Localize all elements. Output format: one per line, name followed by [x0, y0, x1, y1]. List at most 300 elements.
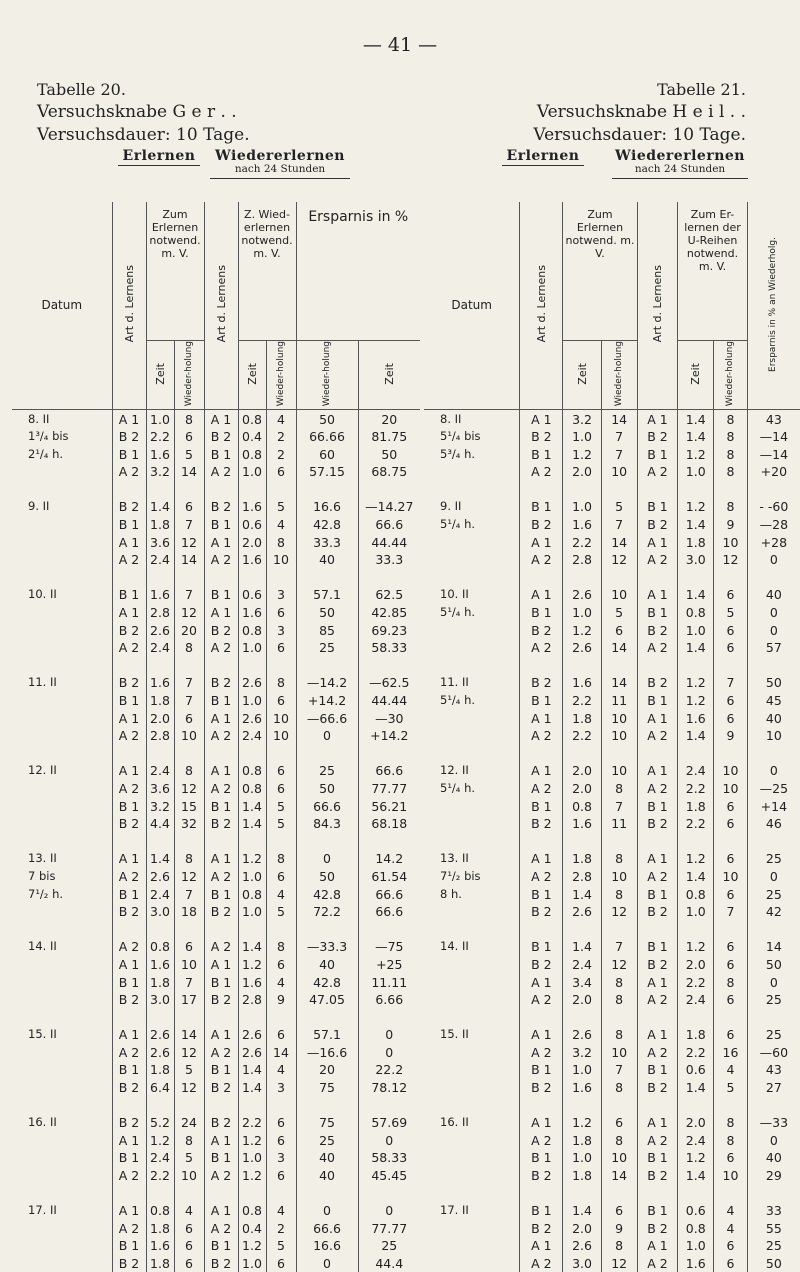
table-cell: 8 [714, 498, 748, 516]
table-cell: 6 [174, 428, 204, 446]
table-cell: 3.0 [678, 551, 714, 569]
table-cell: 1.6 [146, 586, 174, 604]
table-cell: 27 [747, 1079, 800, 1097]
table-cell: 1.0 [563, 1149, 601, 1167]
table-cell: 8 [601, 1132, 637, 1150]
table-cell: 2 [266, 1220, 296, 1238]
table-cell: A 2 [112, 551, 146, 569]
table-row [12, 551, 420, 569]
table-cell: B 2 [637, 1167, 678, 1185]
table-cell: B 1 [112, 973, 146, 991]
table-cell: B 2 [637, 956, 678, 974]
table-cell: B 2 [520, 1079, 563, 1097]
table-cell: A 2 [204, 1220, 238, 1238]
date-cell [424, 1079, 520, 1097]
table-cell: +28 [747, 533, 800, 551]
table-cell: +14.2 [296, 692, 358, 710]
table-cell: A 1 [112, 410, 146, 428]
table-cell: 10 [601, 1149, 637, 1167]
table-cell: 42.85 [358, 604, 420, 622]
table-cell: 50 [747, 674, 800, 692]
date-cell [424, 991, 520, 1009]
group-spacer [12, 481, 420, 499]
date-cell [424, 1132, 520, 1150]
table-cell: B 2 [112, 1255, 146, 1272]
date-cell [12, 973, 112, 991]
left-col-savings: Ersparnis in % [296, 202, 420, 341]
table-cell: 25 [296, 639, 358, 657]
table-cell: 6 [714, 991, 748, 1009]
table-cell: 2.0 [563, 991, 601, 1009]
table-row [424, 815, 800, 833]
table-cell: A 2 [520, 463, 563, 481]
table-cell: 40 [296, 1167, 358, 1185]
table-cell: 1.0 [563, 604, 601, 622]
table-row [424, 445, 800, 463]
table-cell: 6 [601, 1202, 637, 1220]
date-cell [12, 516, 112, 534]
table-cell: 4 [266, 973, 296, 991]
table-cell: 6 [174, 1255, 204, 1272]
left-sub-wieder: Wieder-holung [174, 341, 204, 410]
table-cell: 0 [358, 1026, 420, 1044]
table-cell: 40 [296, 1149, 358, 1167]
table-cell: 0.6 [678, 1202, 714, 1220]
table-cell: B 2 [112, 674, 146, 692]
table-cell: 1.4 [238, 1079, 266, 1097]
table-cell: 1.2 [678, 498, 714, 516]
table-cell: 12 [174, 1079, 204, 1097]
table-row [424, 639, 800, 657]
left-caption [37, 78, 250, 147]
date-cell [12, 1149, 112, 1167]
date-cell [424, 1044, 520, 1062]
table-cell: B 2 [637, 428, 678, 446]
table-cell: B 2 [520, 621, 563, 639]
group-spacer [12, 657, 420, 675]
table-cell: 50 [747, 956, 800, 974]
table-cell: 1.0 [238, 868, 266, 886]
date-cell [12, 692, 112, 710]
table-row [424, 991, 800, 1009]
table-cell: 7 [601, 1061, 637, 1079]
table-cell: 50 [296, 868, 358, 886]
table-cell: 2.0 [563, 780, 601, 798]
table-row [12, 586, 420, 604]
table-cell: 8 [601, 850, 637, 868]
table-cell: 1.2 [563, 621, 601, 639]
table-cell: B 2 [520, 428, 563, 446]
table-cell: 2.6 [146, 621, 174, 639]
table-cell: 10 [714, 762, 748, 780]
table-cell: 1.2 [563, 1114, 601, 1132]
date-cell [424, 1167, 520, 1185]
table-cell: 1.4 [678, 586, 714, 604]
table-cell: 66.66 [296, 428, 358, 446]
date-cell [12, 551, 112, 569]
table-cell: 1.4 [563, 938, 601, 956]
table-cell: 6 [714, 850, 748, 868]
table-cell: 5 [714, 1079, 748, 1097]
table-cell: 32 [174, 815, 204, 833]
table-cell: 2.6 [563, 639, 601, 657]
date-cell: 9. II [28, 499, 50, 514]
table-cell: 6 [266, 1114, 296, 1132]
table-cell: 1.6 [238, 551, 266, 569]
table-cell: 1.0 [563, 428, 601, 446]
table-cell: 2.2 [563, 692, 601, 710]
table-cell: B 1 [204, 1061, 238, 1079]
table-cell: 25 [747, 1026, 800, 1044]
table-cell: 33 [747, 1202, 800, 1220]
table-cell: 0 [747, 868, 800, 886]
table-cell: 8 [174, 850, 204, 868]
table-cell: 50 [747, 1255, 800, 1272]
table-cell: 1.6 [678, 709, 714, 727]
table-cell: 6 [601, 1114, 637, 1132]
table-cell: 6 [266, 762, 296, 780]
table-row [424, 956, 800, 974]
date-cell: 15. II [440, 1027, 469, 1042]
table-cell: 77.77 [358, 780, 420, 798]
table-cell: A 1 [204, 850, 238, 868]
table-cell: 6 [174, 938, 204, 956]
table-cell: 2.8 [563, 868, 601, 886]
date-cell [12, 1167, 112, 1185]
date-cell: 11. II [440, 675, 469, 690]
table-cell: 44.4 [358, 1255, 420, 1272]
table-cell: 29 [747, 1167, 800, 1185]
table-row [424, 428, 800, 446]
table-cell: 0 [747, 604, 800, 622]
date-cell [12, 815, 112, 833]
table-cell: 1.6 [678, 1255, 714, 1272]
table-cell: 8 [174, 639, 204, 657]
table-cell: 3.4 [563, 973, 601, 991]
table-cell: A 1 [520, 1237, 563, 1255]
table-cell: A 1 [520, 1114, 563, 1132]
table-cell: 1.4 [146, 498, 174, 516]
table-cell: 4 [266, 516, 296, 534]
table-cell: A 2 [520, 1044, 563, 1062]
table-cell: A 1 [112, 1202, 146, 1220]
table-cell: 2.0 [563, 463, 601, 481]
table-cell: 4 [714, 1202, 748, 1220]
table-cell: 42.8 [296, 973, 358, 991]
table-cell: 11 [601, 815, 637, 833]
date-cell [12, 1079, 112, 1097]
group-spacer [424, 744, 800, 762]
table-cell: 1.4 [678, 1167, 714, 1185]
date-cell [424, 973, 520, 991]
table-cell: 22.2 [358, 1061, 420, 1079]
table-row [424, 1220, 800, 1238]
table-cell: 1.8 [678, 797, 714, 815]
table-cell: B 2 [637, 516, 678, 534]
right-data-table [424, 202, 800, 1272]
table-cell: A 2 [637, 639, 678, 657]
table-row [424, 1114, 800, 1132]
date-cell [424, 797, 520, 815]
table-cell: 40 [747, 1149, 800, 1167]
date-cell [424, 533, 520, 551]
table-cell: B 2 [520, 903, 563, 921]
table-cell: A 1 [204, 709, 238, 727]
table-cell: +20 [747, 463, 800, 481]
table-cell: 25 [296, 762, 358, 780]
table-cell: B 2 [520, 1220, 563, 1238]
table-cell: 40 [747, 709, 800, 727]
table-cell: 2.0 [678, 1114, 714, 1132]
table-cell: 0.8 [146, 938, 174, 956]
table-cell: 14 [601, 674, 637, 692]
date-cell: 13. II [440, 851, 469, 866]
table-cell: 1.8 [563, 709, 601, 727]
table-row [424, 586, 800, 604]
date-cell [424, 1149, 520, 1167]
date-cell [12, 1220, 112, 1238]
table-row [424, 780, 800, 798]
table-cell: 5 [266, 797, 296, 815]
table-cell: B 2 [204, 1114, 238, 1132]
table-cell: —25 [747, 780, 800, 798]
table-row [12, 815, 420, 833]
table-cell: 0.8 [678, 1220, 714, 1238]
table-cell: 2.4 [146, 762, 174, 780]
table-cell: 2.6 [238, 1026, 266, 1044]
table-cell: 1.4 [563, 1202, 601, 1220]
table-cell: 6 [266, 956, 296, 974]
table-cell: 9 [601, 1220, 637, 1238]
table-cell: 5 [174, 445, 204, 463]
table-cell: 8 [266, 533, 296, 551]
table-cell: 10 [266, 727, 296, 745]
table-cell: 12 [601, 903, 637, 921]
table-cell: B 2 [520, 674, 563, 692]
table-cell: 20 [296, 1061, 358, 1079]
table-cell: 1.8 [146, 1220, 174, 1238]
table-cell: 57.1 [296, 586, 358, 604]
table-cell: 6 [266, 868, 296, 886]
table-cell: 10 [601, 1044, 637, 1062]
date-cell [424, 1061, 520, 1079]
date-cell: 12. II [28, 763, 57, 778]
table-row [12, 709, 420, 727]
table-cell: 1.2 [146, 1132, 174, 1150]
date-cell: 8 h. [440, 886, 462, 901]
table-cell: 6 [174, 1237, 204, 1255]
table-cell: 0.8 [678, 604, 714, 622]
table-cell: B 2 [520, 1167, 563, 1185]
table-cell: 8 [714, 973, 748, 991]
table-cell: 6 [714, 815, 748, 833]
table-row [424, 868, 800, 886]
table-cell: 8 [174, 1132, 204, 1150]
table-cell: B 2 [204, 903, 238, 921]
table-row [424, 463, 800, 481]
table-cell: A 2 [520, 780, 563, 798]
table-cell: 1.0 [678, 903, 714, 921]
right-table-title: Tabelle 21. [657, 80, 746, 99]
table-cell: 4 [266, 1061, 296, 1079]
table-cell: —75 [358, 938, 420, 956]
table-row [12, 533, 420, 551]
table-cell: 55 [747, 1220, 800, 1238]
table-cell: 66.6 [358, 885, 420, 903]
table-row [12, 1044, 420, 1062]
table-cell: 1.8 [146, 516, 174, 534]
table-cell: 10 [714, 533, 748, 551]
left-col-datum: Datum [12, 202, 112, 410]
table-cell: B 1 [520, 1149, 563, 1167]
table-row [424, 797, 800, 815]
table-cell: 0.8 [146, 1202, 174, 1220]
table-cell: B 2 [112, 1079, 146, 1097]
table-cell: 5 [266, 815, 296, 833]
table-cell: 66.6 [358, 516, 420, 534]
table-cell: 2.4 [678, 1132, 714, 1150]
table-cell: 7 [601, 797, 637, 815]
table-cell: B 1 [112, 1061, 146, 1079]
table-cell: 16.6 [296, 1237, 358, 1255]
table-cell: 43 [747, 410, 800, 428]
table-cell: +14 [747, 797, 800, 815]
table-cell: 1.8 [146, 1061, 174, 1079]
table-cell: 3.0 [146, 991, 174, 1009]
table-cell: B 1 [112, 1237, 146, 1255]
table-cell: 1.8 [146, 1255, 174, 1272]
table-cell: A 1 [520, 973, 563, 991]
table-cell: 0 [296, 727, 358, 745]
table-cell: B 1 [112, 885, 146, 903]
table-cell: 25 [747, 1237, 800, 1255]
date-cell: 10. II [28, 587, 57, 602]
table-row [424, 973, 800, 991]
table-cell: 11.11 [358, 973, 420, 991]
table-cell: A 2 [112, 1220, 146, 1238]
table-cell: 6 [174, 1220, 204, 1238]
table-cell: 7 [714, 674, 748, 692]
table-cell: 6 [714, 639, 748, 657]
date-cell [12, 727, 112, 745]
table-cell: 1.6 [563, 1079, 601, 1097]
table-cell: 2.2 [563, 727, 601, 745]
table-cell: A 2 [204, 1167, 238, 1185]
table-cell: 1.2 [678, 938, 714, 956]
table-cell: 5 [174, 1149, 204, 1167]
table-cell: 8 [714, 445, 748, 463]
table-cell: 6 [266, 1132, 296, 1150]
table-cell: B 1 [520, 498, 563, 516]
table-cell: 6 [266, 604, 296, 622]
table-cell: —28 [747, 516, 800, 534]
right-sub-wieder: Wieder-holung [601, 341, 637, 410]
table-cell: B 1 [204, 1237, 238, 1255]
table-cell: 7 [601, 445, 637, 463]
table-cell: B 1 [637, 885, 678, 903]
table-cell: A 1 [204, 956, 238, 974]
table-cell: A 2 [204, 780, 238, 798]
table-cell: A 1 [204, 410, 238, 428]
table-cell: 6 [266, 692, 296, 710]
table-cell: A 1 [637, 1237, 678, 1255]
table-cell: B 2 [637, 674, 678, 692]
table-cell: 3.6 [146, 780, 174, 798]
table-cell: 6 [714, 692, 748, 710]
table-cell: 3.2 [563, 1044, 601, 1062]
table-cell: 6 [601, 621, 637, 639]
table-cell: 2.4 [238, 727, 266, 745]
left-sub-zeit: Zeit [146, 341, 174, 410]
table-cell: 56.21 [358, 797, 420, 815]
table-cell: 6 [714, 885, 748, 903]
table-cell: 8 [266, 674, 296, 692]
date-cell: 1³/₄ bis [28, 429, 69, 444]
table-cell: 47.05 [296, 991, 358, 1009]
table-cell: A 2 [112, 639, 146, 657]
date-cell [424, 727, 520, 745]
table-cell: 8 [714, 463, 748, 481]
table-cell: 6.4 [146, 1079, 174, 1097]
table-cell: 2.6 [563, 586, 601, 604]
table-cell: 2.4 [678, 991, 714, 1009]
table-cell: 5 [714, 604, 748, 622]
table-cell: A 2 [112, 780, 146, 798]
table-cell: B 1 [637, 1149, 678, 1167]
date-cell [12, 639, 112, 657]
table-cell: 14 [601, 533, 637, 551]
table-cell: 6 [714, 797, 748, 815]
table-cell: B 1 [112, 516, 146, 534]
table-cell: 69.23 [358, 621, 420, 639]
table-cell: 8 [714, 410, 748, 428]
table-cell: B 2 [204, 991, 238, 1009]
table-cell: 6 [714, 1255, 748, 1272]
table-cell: 4 [266, 885, 296, 903]
table-cell: —14.2 [296, 674, 358, 692]
table-cell: 60 [296, 445, 358, 463]
table-cell: +25 [358, 956, 420, 974]
table-cell: 1.8 [146, 973, 174, 991]
table-cell: 15 [174, 797, 204, 815]
table-cell: 46 [747, 815, 800, 833]
left-col-art-2: Art d. Lernens [204, 202, 238, 410]
table-row [424, 762, 800, 780]
table-cell: A 2 [520, 639, 563, 657]
table-cell: B 2 [204, 498, 238, 516]
table-cell: A 2 [204, 1044, 238, 1062]
table-cell: 9 [714, 516, 748, 534]
table-row [12, 850, 420, 868]
group-spacer [12, 920, 420, 938]
table-cell: 57.1 [296, 1026, 358, 1044]
table-cell: 25 [358, 1237, 420, 1255]
table-cell: 42.8 [296, 885, 358, 903]
right-col-datum: Datum [424, 202, 520, 410]
table-cell: B 1 [520, 797, 563, 815]
table-row [424, 692, 800, 710]
table-cell: 1.0 [563, 498, 601, 516]
table-row [12, 445, 420, 463]
table-cell: A 1 [520, 410, 563, 428]
table-cell: 6 [714, 1237, 748, 1255]
table-cell: 1.0 [678, 1237, 714, 1255]
left-sub-wieder-3: Wieder-holung [296, 341, 358, 410]
table-cell: A 2 [112, 1044, 146, 1062]
table-row [424, 1026, 800, 1044]
table-cell: A 2 [637, 463, 678, 481]
table-row [12, 621, 420, 639]
